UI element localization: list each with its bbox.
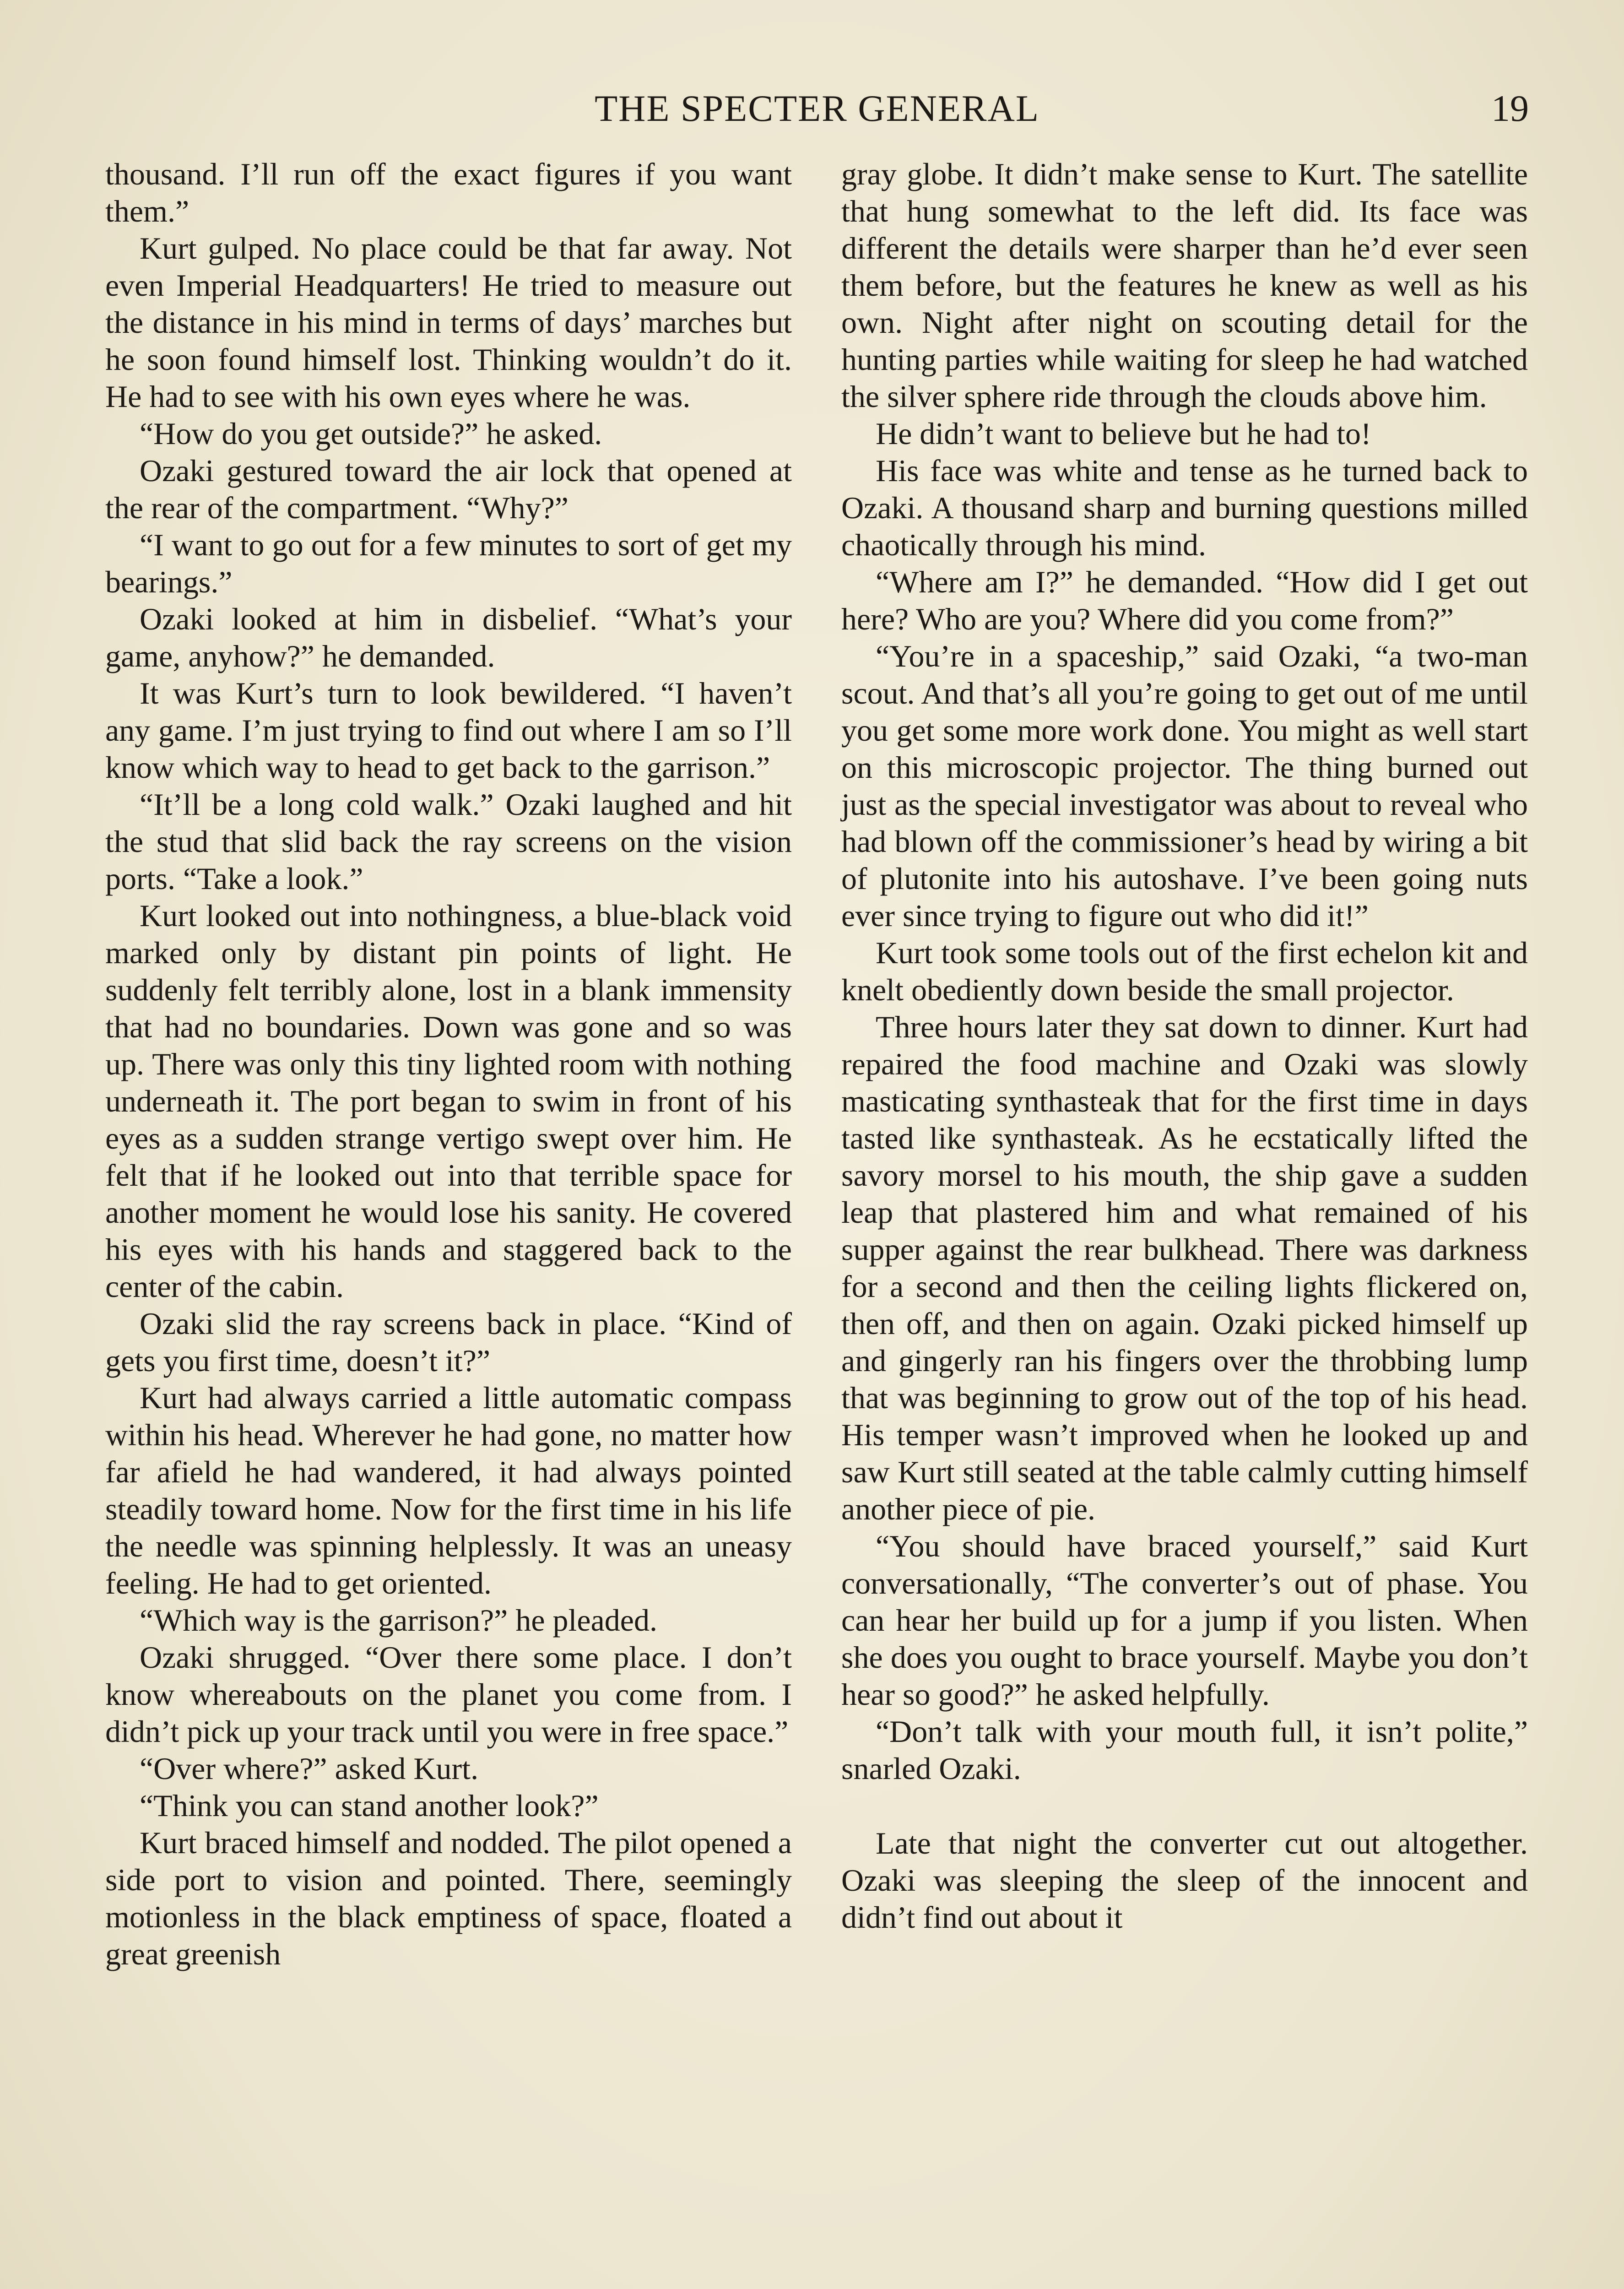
paragraph: Kurt had always carried a little automatic compass within his head. Wherever he had gone, no matter how far afield he had wandered, it had always pointed steadily toward home. Now for the first time in his life the needle was spinning helplessly. It was an uneasy feeling. He had to get oriented. xyxy=(105,1380,792,1600)
paragraph: “Which way is the garrison?” he pleaded. xyxy=(140,1603,657,1638)
page-header xyxy=(105,87,1529,137)
paragraph: “Over where?” asked Kurt. xyxy=(140,1751,479,1786)
paragraph: His face was white and tense as he turned back to Ozaki. A thousand sharp and burning questions milled chaotically through his mind. xyxy=(841,453,1528,562)
paragraph: Ozaki looked at him in disbelief. “What’s your game, anyhow?” he demanded. xyxy=(105,602,792,673)
right-column xyxy=(841,156,1528,2289)
paragraph: Three hours later they sat down to dinner. Kurt had repaired the food machine and Ozaki was slowly masticating synthasteak that for the first time in days tasted like synthasteak. As he ecstatically lifted the savory morsel to his mouth, the ship gave a sudden leap that plastered him and what remained of his supper against the rear bulkhead. There was darkness for a second and then the ceiling lights flickered on, then off, and then on again. Ozaki picked himself up and gingerly ran his fingers over the throbbing lump that was beginning to grow out of the top of his head. His temper wasn’t improved when he looked up and saw Kurt still seated at the table calmly cutting himself another piece of pie. xyxy=(841,1009,1528,1526)
paragraph: “Don’t talk with your mouth full, it isn’t polite,” snarled Ozaki. xyxy=(841,1714,1528,1786)
paragraph: Ozaki slid the ray screens back in place. “Kind of gets you first time, doesn’t it?” xyxy=(105,1306,792,1378)
paragraph: “How do you get outside?” he asked. xyxy=(140,416,602,451)
paragraph: Kurt took some tools out of the first echelon kit and knelt obediently down beside the small projector. xyxy=(841,935,1528,1007)
paragraph: Late that night the converter cut out altogether. Ozaki was sleeping the sleep of the innocent and didn’t find out about it xyxy=(841,1826,1528,1935)
paragraph: “Think you can stand another look?” xyxy=(140,1788,599,1823)
paragraph: Ozaki gestured toward the air lock that opened at the rear of the compartment. “Why?” xyxy=(105,453,792,525)
paragraph: thousand. I’ll run off the exact figures if you want them.” xyxy=(105,157,792,228)
left-column xyxy=(105,156,792,2289)
paragraph: “You should have braced yourself,” said Kurt conversationally, “The converter’s out of phase. You can hear her build up for a jump if you listen. When she does you ought to brace yourself. Maybe you don’t hear so good?” he asked helpfully. xyxy=(841,1529,1528,1712)
page-number: 19 xyxy=(1491,87,1529,129)
paragraph: Kurt braced himself and nodded. The pilot opened a side port to vision and pointed. There, seemingly motionless in the black emptiness of space, floated a great greenish xyxy=(105,1825,792,1971)
running-title: THE SPECTER GENERAL xyxy=(595,87,1039,129)
paragraph: “I want to go out for a few minutes to sort of get my bearings.” xyxy=(105,527,792,599)
paragraph: “You’re in a spaceship,” said Ozaki, “a two-man scout. And that’s all you’re going to get out of me until you get some more work done. You might as well start on this microscopic projector. The thing burned out just as the special investigator was about to reveal who had blown off the commissioner’s head by wiring a bit of plutonite into his autoshave. I’ve been going nuts ever since trying to figure out who did it!” xyxy=(841,639,1528,933)
paragraph: Kurt gulped. No place could be that far away. Not even Imperial Headquarters! He tried to measure out the distance in his mind in terms of days’ marches but he soon found himself lost. Thinking wouldn’t do it. He had to see with his own eyes where he was. xyxy=(105,231,792,414)
paragraph: “Where am I?” he demanded. “How did I get out here? Who are you? Where did you come from?” xyxy=(841,564,1528,636)
paragraph: Ozaki shrugged. “Over there some place. I don’t know whereabouts on the planet you come from. I didn’t pick up your track until you were in free space.” xyxy=(105,1640,792,1749)
paragraph: “It’ll be a long cold walk.” Ozaki laughed and hit the stud that slid back the ray screens on the vision ports. “Take a look.” xyxy=(105,787,792,896)
paragraph: It was Kurt’s turn to look bewildered. “I haven’t any game. I’m just trying to find out where I am so I’ll know which way to head to get back to the garrison.” xyxy=(105,676,792,785)
paragraph: gray globe. It didn’t make sense to Kurt. The satellite that hung somewhat to the left did. Its face was different the details were sharper than he’d ever seen them before, but the features he knew as well as his own. Night after night on scouting detail for the hunting parties while waiting for sleep he had watched the silver sphere ride through the clouds above him. xyxy=(841,157,1528,414)
paragraph: Kurt looked out into nothingness, a blue-black void marked only by distant pin points of light. He suddenly felt terribly alone, lost in a blank immensity that had no boundaries. Down was gone and so was up. There was only this tiny lighted room with nothing underneath it. The port began to swim in front of his eyes as a sudden strange vertigo swept over him. He felt that if he looked out into that terrible space for another moment he would lose his sanity. He covered his eyes with his hands and staggered back to the center of the cabin. xyxy=(105,898,792,1304)
paragraph: He didn’t want to believe but he had to! xyxy=(876,416,1371,451)
